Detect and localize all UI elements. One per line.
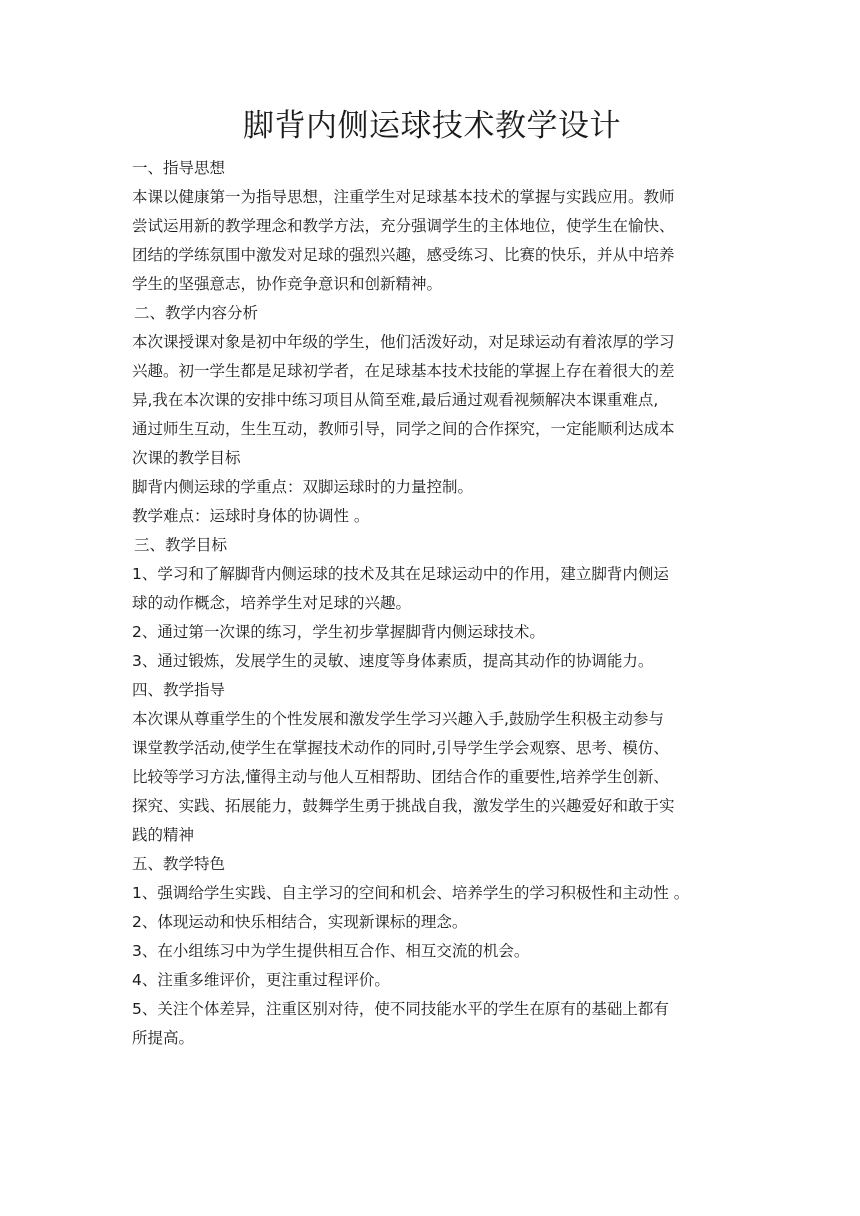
paragraph-line: 本次课授课对象是初中年级的学生，他们活泼好动，对足球运动有着浓厚的学习	[132, 333, 675, 351]
feature-item-line: 1、强调给学生实践、自主学习的空间和机会、培养学生的学习积极性和主动性 。	[132, 884, 690, 902]
section-heading-teaching-goals: 三、教学目标	[134, 536, 228, 554]
section-heading-content-analysis: 二、教学内容分析	[134, 304, 259, 322]
paragraph-line: 团结的学练氛围中激发对足球的强烈兴趣，感受练习、比赛的快乐，并从中培养	[132, 246, 675, 264]
paragraph-line: 探究、实践、拓展能力，鼓舞学生勇于挑战自我，激发学生的兴趣爱好和敢于实	[132, 797, 675, 815]
key-point-line: 脚背内侧运球的学重点：双脚运球时的力量控制。	[132, 478, 474, 496]
section-heading-teaching-guidance: 四、教学指导	[132, 681, 226, 699]
document-title: 脚背内侧运球技术教学设计	[243, 108, 621, 144]
paragraph-line: 本次课从尊重学生的个性发展和激发学生学习兴趣入手,鼓励学生积极主动参与	[132, 710, 664, 728]
goal-item-line: 1、学习和了解脚背内侧运球的技术及其在足球运动中的作用，建立脚背内侧运	[132, 565, 669, 583]
goal-item-line: 3、通过锻炼，发展学生的灵敏、速度等身体素质，提高其动作的协调能力。	[132, 652, 654, 670]
paragraph-line: 践的精神	[132, 826, 195, 844]
feature-item-line: 4、注重多维评价，更注重过程评价。	[132, 971, 390, 989]
feature-item-line: 5、关注个体差异，注重区别对待，使不同技能水平的学生在原有的基础上都有	[132, 1000, 669, 1018]
paragraph-line: 次课的教学目标	[132, 449, 241, 467]
paragraph-line: 通过师生互动，生生互动，教师引导，同学之间的合作探究，一定能顺利达成本	[132, 420, 675, 438]
section-heading-teaching-features: 五、教学特色	[132, 855, 226, 873]
feature-item-line: 2、体现运动和快乐相结合，实现新课标的理念。	[132, 913, 468, 931]
goal-item-line: 2、通过第一次课的练习，学生初步掌握脚背内侧运球技术。	[132, 623, 545, 641]
paragraph-line: 比较等学习方法,懂得主动与他人互相帮助、团结合作的重要性,培养学生创新、	[132, 768, 669, 786]
difficulty-line: 教学难点：运球时身体的协调性 。	[132, 507, 370, 525]
paragraph-line: 学生的坚强意志，协作竞争意识和创新精神。	[132, 275, 443, 293]
goal-item-line: 球的动作概念，培养学生对足球的兴趣。	[132, 594, 412, 612]
paragraph-line: 本课以健康第一为指导思想，注重学生对足球基本技术的掌握与实践应用。教师	[132, 188, 675, 206]
paragraph-line: 兴趣。初一学生都是足球初学者，在足球基本技术技能的掌握上存在着很大的差	[132, 362, 675, 380]
paragraph-line: 课堂教学活动,使学生在掌握技术动作的同时,引导学生学会观察、思考、模仿、	[132, 739, 669, 757]
document-page	[132, 104, 732, 1053]
paragraph-line: 尝试运用新的教学理念和教学方法，充分强调学生的主体地位，使学生在愉快、	[132, 217, 675, 235]
section-heading-guiding-idea: 一、指导思想	[132, 159, 226, 177]
paragraph-line: 异,我在本次课的安排中练习项目从简至难,最后通过观看视频解决本课重难点,	[132, 391, 659, 409]
feature-item-line: 3、在小组练习中为学生提供相互合作、相互交流的机会。	[132, 942, 530, 960]
feature-item-line: 所提高。	[132, 1029, 195, 1047]
